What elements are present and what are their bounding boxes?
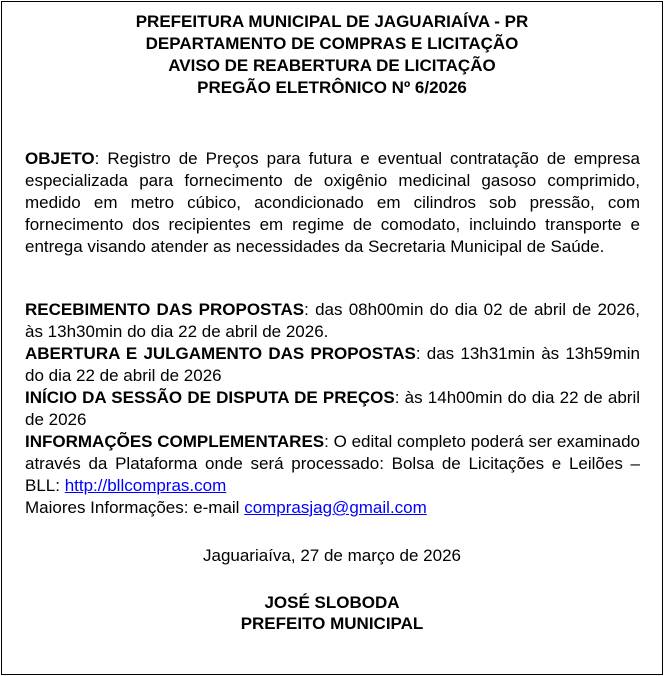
objeto-label: OBJETO — [25, 149, 95, 168]
header-notice-type: AVISO DE REABERTURA DE LICITAÇÃO — [168, 56, 496, 75]
notice-frame — [1, 1, 663, 675]
email-link[interactable]: comprasjag@gmail.com — [244, 498, 427, 517]
objeto-text: : Registro de Preços para futura e eventual contratação de empresa especializada para fornecimento de oxigênio medicinal gasoso comprimido, medido em metro cúbico, acondicionado em cilindros sob pressão, com fornecimento dos recipientes em regime de comodato, incluindo transporte e entrega visando atender as necessidades da Secretaria Municipal de Saúde. — [25, 149, 640, 256]
informacoes-label: INFORMAÇÕES COMPLEMENTARES — [25, 432, 325, 451]
informacoes-text: : O edital completo poderá ser examinado através da Plataforma onde será processado: Bolsa de Licitações e Leilões – BLL: — [25, 432, 641, 495]
inicio-label: INÍCIO DA SESSÃO DE DISPUTA DE PREÇOS — [25, 388, 395, 407]
objeto-paragraph — [25, 148, 640, 258]
header-pregao-number: PREGÃO ELETRÔNICO Nº 6/2026 — [197, 78, 467, 97]
maiores-paragraph — [25, 497, 640, 519]
recebimento-paragraph — [25, 299, 640, 343]
maiores-text: Maiores Informações: e-mail — [25, 498, 245, 517]
notice-header — [2, 11, 662, 99]
recebimento-text: : das 08h00min do dia 02 de abril de 2026, às 13h30min do dia 22 de abril de 2026. — [25, 300, 640, 341]
header-department: DEPARTAMENTO DE COMPRAS E LICITAÇÃO — [145, 34, 519, 53]
abertura-text: : das 13h31min às 13h59min do dia 22 de abril de 2026 — [25, 344, 640, 385]
signature-title: PREFEITO MUNICIPAL — [240, 614, 424, 633]
inicio-text: : às 14h00min do dia 22 de abril de 2026 — [25, 388, 641, 429]
header-municipality: PREFEITURA MUNICIPAL DE JAGUARIAÍVA - PR — [135, 12, 529, 31]
signature-name: JOSÉ SLOBODA — [264, 593, 400, 612]
inicio-paragraph — [25, 387, 640, 431]
recebimento-label: RECEBIMENTO DAS PROPOSTAS — [25, 300, 305, 319]
abertura-paragraph — [25, 343, 640, 387]
schedule-section — [25, 299, 640, 519]
informacoes-paragraph — [25, 431, 640, 497]
bll-link[interactable]: http://bllcompras.com — [64, 476, 227, 495]
date-line: Jaguariaíva, 27 de março de 2026 — [202, 546, 461, 565]
abertura-label: ABERTURA E JULGAMENTO DAS PROPOSTAS — [25, 344, 416, 363]
